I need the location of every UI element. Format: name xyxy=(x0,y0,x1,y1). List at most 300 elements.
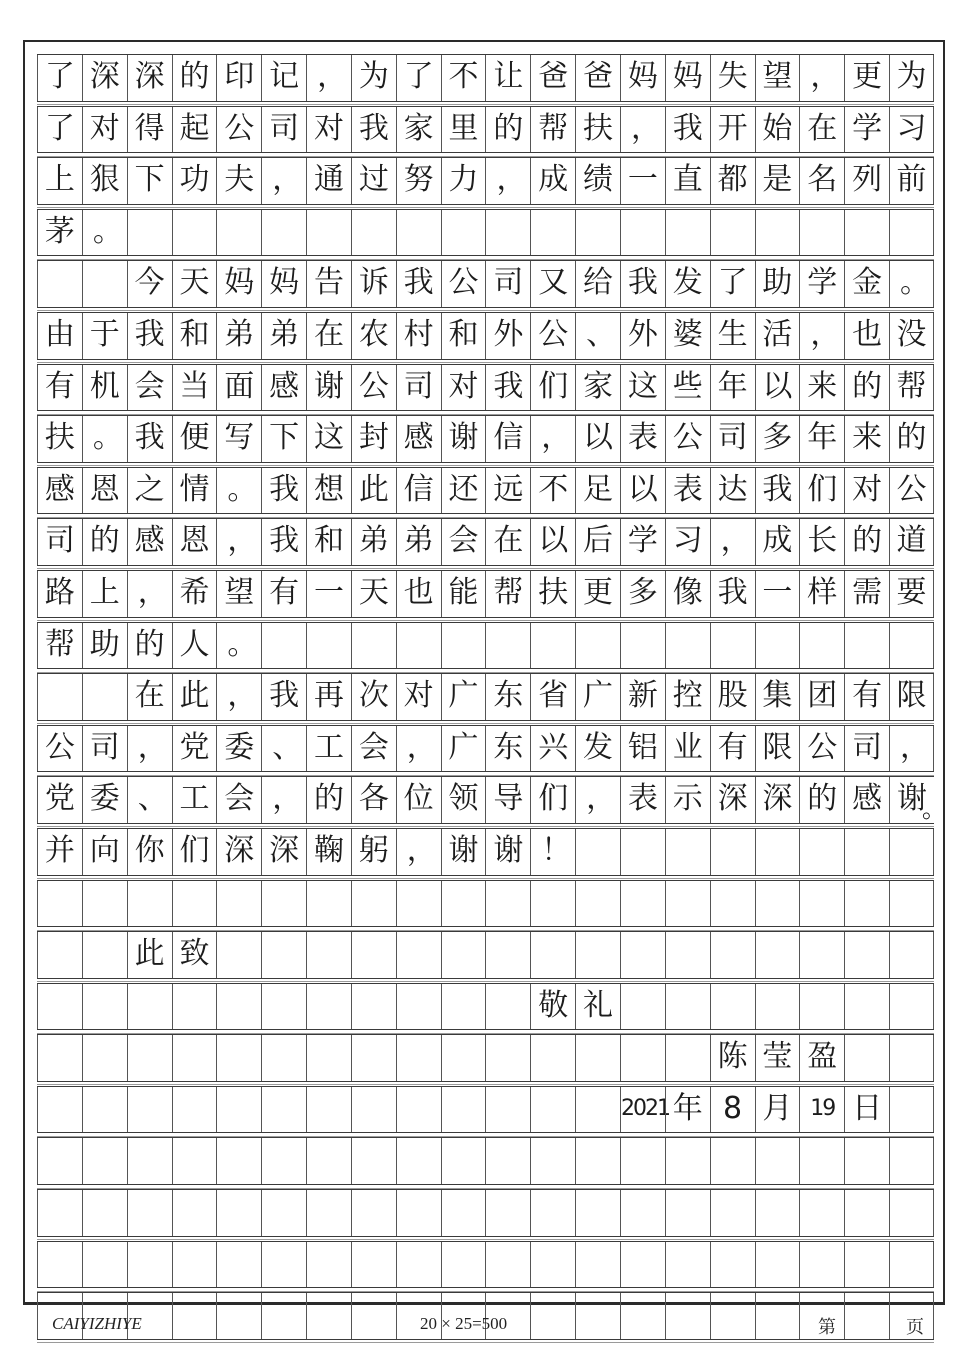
grid-cell xyxy=(755,623,800,669)
grid-cell xyxy=(710,1293,755,1339)
grid-cell: 成 xyxy=(755,519,800,565)
grid-cell: 们 xyxy=(172,829,217,875)
grid-cell xyxy=(665,984,710,1030)
grid-cell xyxy=(396,1035,441,1081)
grid-cell: 。 xyxy=(82,416,127,462)
grid-cell xyxy=(396,623,441,669)
grid-cell xyxy=(485,984,530,1030)
grid-cell: 的 xyxy=(306,777,351,823)
grid-cell: ， xyxy=(216,519,261,565)
grid-cell xyxy=(844,881,889,927)
grid-cell: 对 xyxy=(844,468,889,514)
grid-cell: 弟 xyxy=(396,519,441,565)
grid-cell: 都 xyxy=(710,158,755,204)
grid-cell: 金 xyxy=(844,261,889,307)
grid-cell: 家 xyxy=(396,107,441,153)
grid-cell: 有 xyxy=(844,674,889,720)
grid-cell xyxy=(351,1293,396,1339)
grid-cell: 写 xyxy=(216,416,261,462)
grid-cell xyxy=(306,984,351,1030)
grid-cell xyxy=(710,984,755,1030)
grid-cell xyxy=(82,261,127,307)
grid-cell: 在 xyxy=(485,519,530,565)
grid-cell: 月 xyxy=(755,1087,800,1133)
grid-cell: 来 xyxy=(799,365,844,411)
grid-cell: 弟 xyxy=(351,519,396,565)
grid-cell xyxy=(620,210,665,256)
grid-cell: 司 xyxy=(485,261,530,307)
grid-cell xyxy=(127,881,172,927)
grid-cell: 当 xyxy=(172,365,217,411)
grid-cell: 我 xyxy=(127,313,172,359)
grid-cell: 各 xyxy=(351,777,396,823)
grid-cell xyxy=(530,623,575,669)
grid-cell: 能 xyxy=(441,571,486,617)
grid-cell xyxy=(261,623,306,669)
grid-cell xyxy=(261,1190,306,1236)
grid-cell xyxy=(37,984,82,1030)
grid-cell xyxy=(844,1242,889,1288)
grid-cell xyxy=(710,623,755,669)
grid-cell: 以 xyxy=(755,365,800,411)
grid-cell: 司 xyxy=(82,726,127,772)
grid-cell: 望 xyxy=(216,571,261,617)
grid-cell: 面 xyxy=(216,365,261,411)
grid-cell: 狠 xyxy=(82,158,127,204)
grid-row xyxy=(37,1241,934,1289)
grid-cell: ， xyxy=(127,726,172,772)
grid-cell: 谢 xyxy=(485,829,530,875)
grid-cell xyxy=(485,881,530,927)
grid-cell: 再 xyxy=(306,674,351,720)
grid-cell xyxy=(620,1242,665,1288)
grid-cell: 日 xyxy=(844,1087,889,1133)
grid-cell: ， xyxy=(396,726,441,772)
grid-row xyxy=(37,1189,934,1237)
grid-cell xyxy=(575,1138,620,1184)
grid-cell xyxy=(575,881,620,927)
grid-cell: 发 xyxy=(665,261,710,307)
grid-cell: 公 xyxy=(665,416,710,462)
grid-cell xyxy=(755,829,800,875)
grid-cell xyxy=(127,1087,172,1133)
grid-cell: 爸 xyxy=(530,55,575,101)
grid-cell: 下 xyxy=(127,158,172,204)
grid-cell: 告 xyxy=(306,261,351,307)
grid-cell: 望 xyxy=(755,55,800,101)
grid-cell: 限 xyxy=(755,726,800,772)
grid-cell: 司 xyxy=(844,726,889,772)
grid-cell: 会 xyxy=(216,777,261,823)
grid-cell xyxy=(889,1035,934,1081)
grid-cell: 以 xyxy=(530,519,575,565)
grid-cell: 次 xyxy=(351,674,396,720)
grid-cell xyxy=(844,984,889,1030)
grid-cell xyxy=(620,1293,665,1339)
grid-cell: 年 xyxy=(665,1087,710,1133)
footer-brand: CAIYIZHIYE xyxy=(52,1314,142,1333)
grid-cell xyxy=(485,1190,530,1236)
grid-cell: 领 xyxy=(441,777,486,823)
grid-cell: 外 xyxy=(620,313,665,359)
grid-cell xyxy=(665,1242,710,1288)
grid-row xyxy=(37,467,934,515)
grid-row xyxy=(37,209,934,257)
grid-cell: 天 xyxy=(172,261,217,307)
grid-cell: 导 xyxy=(485,777,530,823)
grid-cell: 弟 xyxy=(216,313,261,359)
grid-cell: 兴 xyxy=(530,726,575,772)
grid-row xyxy=(37,54,934,102)
grid-cell: 鞠 xyxy=(306,829,351,875)
grid-cell: 工 xyxy=(306,726,351,772)
grid-cell xyxy=(351,984,396,1030)
grid-cell xyxy=(844,1190,889,1236)
grid-cell: 是 xyxy=(755,158,800,204)
grid-cell: 不 xyxy=(530,468,575,514)
grid-cell xyxy=(127,984,172,1030)
grid-cell xyxy=(620,932,665,978)
grid-cell: 帮 xyxy=(37,623,82,669)
grid-cell xyxy=(710,881,755,927)
grid-cell xyxy=(37,1087,82,1133)
grid-cell: ， xyxy=(620,107,665,153)
grid-cell: 会 xyxy=(441,519,486,565)
grid-cell: 为 xyxy=(889,55,934,101)
grid-row xyxy=(37,518,934,566)
grid-cell: 限 xyxy=(889,674,934,720)
grid-cell: 活 xyxy=(755,313,800,359)
grid-cell: 对 xyxy=(441,365,486,411)
grid-cell xyxy=(172,1242,217,1288)
grid-cell xyxy=(351,623,396,669)
grid-cell: 年 xyxy=(710,365,755,411)
grid-cell xyxy=(396,881,441,927)
grid-cell xyxy=(37,261,82,307)
grid-cell: 里 xyxy=(441,107,486,153)
grid-cell: 致 xyxy=(172,932,217,978)
grid-cell: 我 xyxy=(127,416,172,462)
grid-cell: 名 xyxy=(799,158,844,204)
grid-cell: 为 xyxy=(351,55,396,101)
grid-cell xyxy=(396,1242,441,1288)
grid-cell xyxy=(889,1242,934,1288)
grid-cell: 们 xyxy=(530,365,575,411)
grid-cell: 控 xyxy=(665,674,710,720)
grid-cell: 对 xyxy=(82,107,127,153)
grid-cell: 学 xyxy=(620,519,665,565)
grid-cell: 信 xyxy=(485,416,530,462)
grid-cell: 2021 xyxy=(620,1087,665,1133)
grid-cell: 们 xyxy=(799,468,844,514)
grid-cell xyxy=(261,932,306,978)
grid-cell xyxy=(37,674,82,720)
grid-cell xyxy=(261,1293,306,1339)
grid-cell: 帮 xyxy=(485,571,530,617)
grid-row xyxy=(37,776,946,824)
grid-cell: 在 xyxy=(127,674,172,720)
grid-cell: 家 xyxy=(575,365,620,411)
grid-cell: 列 xyxy=(844,158,889,204)
grid-cell: 司 xyxy=(396,365,441,411)
grid-cell: 帮 xyxy=(530,107,575,153)
grid-cell: 婆 xyxy=(665,313,710,359)
grid-cell: 我 xyxy=(261,468,306,514)
grid-cell: 盈 xyxy=(799,1035,844,1081)
grid-cell: ， xyxy=(261,777,306,823)
grid-cell: 一 xyxy=(306,571,351,617)
grid-cell: 助 xyxy=(755,261,800,307)
grid-cell xyxy=(82,674,127,720)
grid-cell xyxy=(665,623,710,669)
grid-cell: ， xyxy=(799,313,844,359)
grid-cell xyxy=(799,623,844,669)
grid-cell: 感 xyxy=(396,416,441,462)
grid-cell: 也 xyxy=(844,313,889,359)
grid-cell xyxy=(172,1087,217,1133)
grid-cell: 也 xyxy=(396,571,441,617)
grid-cell: 来 xyxy=(844,416,889,462)
grid-cell: 我 xyxy=(710,571,755,617)
grid-row xyxy=(37,673,934,721)
grid-cell xyxy=(216,1293,261,1339)
grid-cell: 爸 xyxy=(575,55,620,101)
grid-cell xyxy=(441,881,486,927)
grid-row xyxy=(37,312,934,360)
grid-cell xyxy=(575,932,620,978)
grid-cell xyxy=(530,210,575,256)
grid-cell: 有 xyxy=(261,571,306,617)
grid-cell xyxy=(665,1293,710,1339)
grid-cell: 、 xyxy=(127,777,172,823)
grid-cell xyxy=(172,210,217,256)
grid-cell: 一 xyxy=(620,158,665,204)
grid-cell: 始 xyxy=(755,107,800,153)
grid-cell xyxy=(844,1293,889,1339)
grid-row xyxy=(37,880,934,928)
grid-cell xyxy=(755,881,800,927)
grid-cell xyxy=(306,1087,351,1133)
grid-cell xyxy=(755,984,800,1030)
grid-cell: 、 xyxy=(261,726,306,772)
grid-cell xyxy=(799,984,844,1030)
grid-cell xyxy=(889,210,934,256)
grid-cell xyxy=(306,623,351,669)
grid-cell: 的 xyxy=(889,416,934,462)
grid-cell: ， xyxy=(799,55,844,101)
grid-cell xyxy=(261,1035,306,1081)
grid-cell xyxy=(889,984,934,1030)
grid-cell xyxy=(441,984,486,1030)
footer-page-suffix: 页 xyxy=(906,1317,924,1338)
grid-cell: 此 xyxy=(351,468,396,514)
grid-cell: 有 xyxy=(37,365,82,411)
grid-cell xyxy=(82,881,127,927)
grid-cell: 感 xyxy=(261,365,306,411)
grid-row xyxy=(37,1086,934,1134)
grid-row xyxy=(37,931,934,979)
grid-cell: 股 xyxy=(710,674,755,720)
grid-cell: 工 xyxy=(172,777,217,823)
grid-cell: ， xyxy=(530,416,575,462)
grid-cell xyxy=(82,1087,127,1133)
grid-cell xyxy=(441,623,486,669)
grid-cell xyxy=(710,932,755,978)
grid-cell: 的 xyxy=(82,519,127,565)
grid-cell xyxy=(889,932,934,978)
grid-cell xyxy=(82,1035,127,1081)
grid-cell: 妈 xyxy=(620,55,665,101)
grid-cell xyxy=(127,210,172,256)
grid-cell xyxy=(530,1242,575,1288)
grid-cell: 我 xyxy=(396,261,441,307)
grid-cell xyxy=(620,829,665,875)
grid-cell: 路 xyxy=(37,571,82,617)
grid-cell xyxy=(172,1035,217,1081)
grid-cell xyxy=(755,1138,800,1184)
grid-cell xyxy=(351,1242,396,1288)
grid-cell: 茅 xyxy=(37,210,82,256)
grid-cell xyxy=(755,1190,800,1236)
grid-cell: 今 xyxy=(127,261,172,307)
grid-cell: 多 xyxy=(620,571,665,617)
grid-cell: 谢 xyxy=(889,777,934,823)
grid-cell: 了 xyxy=(37,107,82,153)
grid-cell: ， xyxy=(306,55,351,101)
grid-cell: ， xyxy=(889,726,934,772)
grid-cell: 示 xyxy=(665,777,710,823)
grid-cell: 又 xyxy=(530,261,575,307)
grid-cell: 直 xyxy=(665,158,710,204)
grid-cell: 没 xyxy=(889,313,934,359)
footer-grid-spec: 20 × 25=500 xyxy=(420,1314,508,1333)
grid-cell: 这 xyxy=(306,416,351,462)
grid-cell: 广 xyxy=(441,726,486,772)
grid-cell xyxy=(665,932,710,978)
grid-cell: 礼 xyxy=(575,984,620,1030)
grid-cell xyxy=(127,1190,172,1236)
grid-cell xyxy=(396,984,441,1030)
grid-cell xyxy=(37,1242,82,1288)
grid-cell xyxy=(485,932,530,978)
grid-cell xyxy=(799,210,844,256)
grid-cell xyxy=(710,210,755,256)
grid-cell xyxy=(82,984,127,1030)
grid-cell xyxy=(665,881,710,927)
grid-cell: 、 xyxy=(575,313,620,359)
grid-cell xyxy=(755,1293,800,1339)
grid-cell: 司 xyxy=(710,416,755,462)
grid-cell: 和 xyxy=(306,519,351,565)
grid-cell: 道 xyxy=(889,519,934,565)
grid-cell xyxy=(530,1293,575,1339)
grid-cell xyxy=(172,1138,217,1184)
grid-row xyxy=(37,570,934,618)
grid-cell xyxy=(172,1190,217,1236)
grid-cell: ， xyxy=(485,158,530,204)
grid-cell: 你 xyxy=(127,829,172,875)
grid-cell xyxy=(351,1087,396,1133)
grid-cell: 还 xyxy=(441,468,486,514)
grid-cell: 多 xyxy=(755,416,800,462)
grid-cell: 学 xyxy=(799,261,844,307)
manuscript-grid xyxy=(37,54,946,1344)
grid-cell xyxy=(37,1035,82,1081)
grid-cell: 此 xyxy=(172,674,217,720)
grid-cell xyxy=(575,829,620,875)
grid-cell: 起 xyxy=(172,107,217,153)
grid-cell xyxy=(575,1293,620,1339)
grid-cell: 上 xyxy=(37,158,82,204)
grid-cell xyxy=(755,210,800,256)
grid-cell xyxy=(306,881,351,927)
grid-cell xyxy=(844,1035,889,1081)
grid-cell xyxy=(799,1190,844,1236)
grid-cell xyxy=(216,1138,261,1184)
grid-cell xyxy=(620,881,665,927)
grid-cell: 我 xyxy=(665,107,710,153)
grid-cell xyxy=(306,1242,351,1288)
grid-cell xyxy=(844,829,889,875)
grid-cell xyxy=(37,1190,82,1236)
grid-row xyxy=(37,157,934,205)
grid-cell: 广 xyxy=(575,674,620,720)
grid-cell: 表 xyxy=(620,777,665,823)
grid-cell xyxy=(710,1138,755,1184)
grid-cell: 过 xyxy=(351,158,396,204)
grid-cell: 感 xyxy=(37,468,82,514)
grid-cell: 谢 xyxy=(441,416,486,462)
grid-cell: 公 xyxy=(351,365,396,411)
grid-cell xyxy=(620,1190,665,1236)
grid-cell xyxy=(82,1242,127,1288)
grid-cell xyxy=(485,1087,530,1133)
grid-cell xyxy=(799,829,844,875)
grid-cell: 司 xyxy=(37,519,82,565)
grid-cell xyxy=(306,210,351,256)
grid-cell xyxy=(216,1242,261,1288)
grid-row xyxy=(37,725,934,773)
grid-cell: 夫 xyxy=(216,158,261,204)
grid-cell: 印 xyxy=(216,55,261,101)
grid-cell: 长 xyxy=(799,519,844,565)
grid-cell: 了 xyxy=(37,55,82,101)
grid-cell: 我 xyxy=(261,674,306,720)
grid-row xyxy=(37,622,934,670)
grid-cell xyxy=(530,932,575,978)
grid-cell: 在 xyxy=(799,107,844,153)
grid-cell: ， xyxy=(127,571,172,617)
grid-cell xyxy=(216,210,261,256)
grid-cell xyxy=(530,1190,575,1236)
grid-row xyxy=(37,828,934,876)
grid-cell xyxy=(261,1242,306,1288)
grid-cell: 想 xyxy=(306,468,351,514)
grid-cell: 上 xyxy=(82,571,127,617)
grid-cell: 失 xyxy=(710,55,755,101)
grid-cell xyxy=(665,210,710,256)
grid-cell: 公 xyxy=(216,107,261,153)
grid-cell xyxy=(351,1138,396,1184)
grid-cell: 更 xyxy=(844,55,889,101)
grid-cell xyxy=(216,881,261,927)
grid-cell: 足 xyxy=(575,468,620,514)
grid-cell: 深 xyxy=(127,55,172,101)
grid-cell: ！ xyxy=(530,829,575,875)
grid-cell xyxy=(261,210,306,256)
grid-cell xyxy=(485,1035,530,1081)
grid-cell xyxy=(844,1138,889,1184)
